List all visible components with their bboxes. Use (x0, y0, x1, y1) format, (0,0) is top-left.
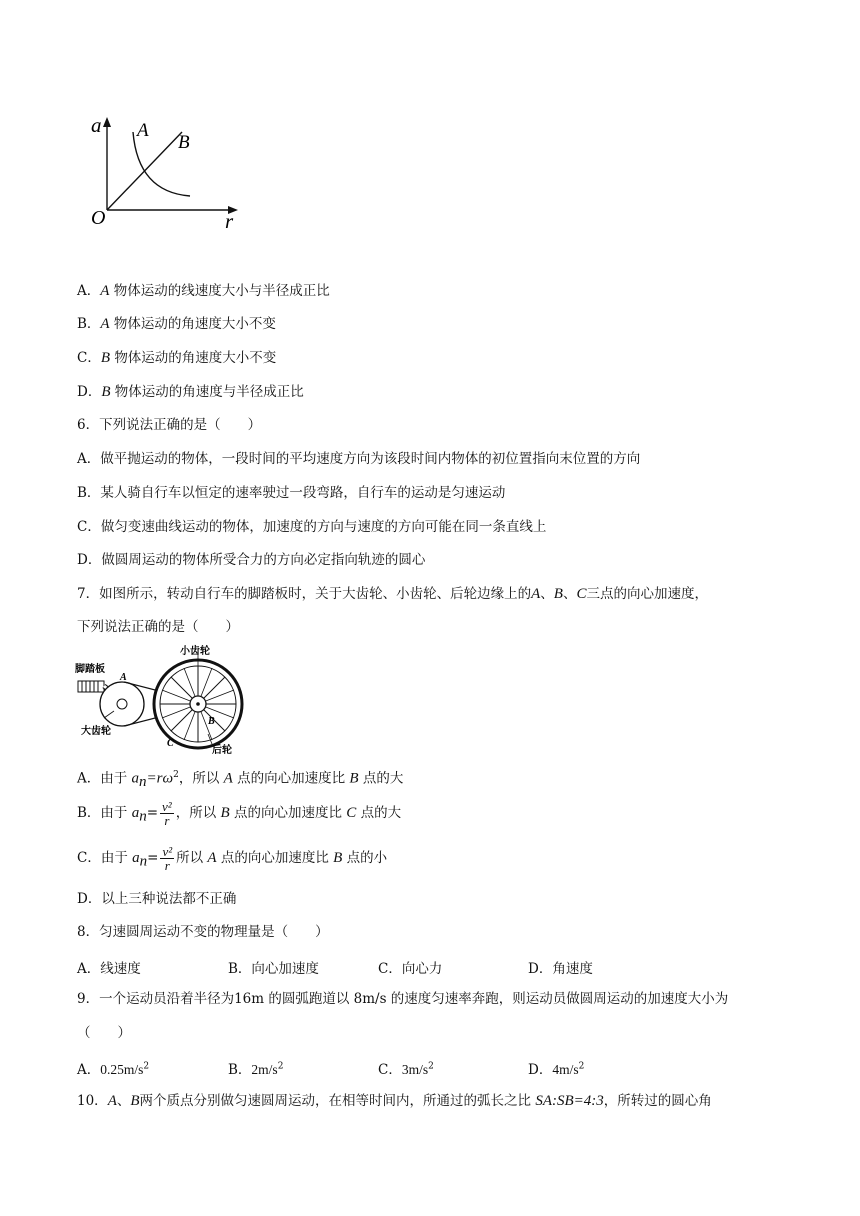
point-c-label: C (167, 738, 174, 749)
q8-stem: 8．匀速圆周运动不变的物理量是（ ） (77, 924, 329, 940)
q6-option-c: C．做匀变速曲线运动的物体，加速度的方向与速度的方向可能在同一条直线上 (77, 519, 547, 535)
q7-option-c: C．由于 $a_n=$ $\frac{\text{v²}}{r}$ 所以 A 点的向心加速度比 B 点的小 (77, 844, 388, 873)
q5-option-b: B．A 物体运动的角速度大小不变 (77, 316, 276, 332)
rear-wheel-label: 后轮 (212, 745, 232, 756)
q5-graph (86, 112, 246, 232)
q9-stem-line2: （ ） (77, 1025, 131, 1041)
curve-b-label: B (178, 132, 190, 153)
q6-option-d: D．做圆周运动的物体所受合力的方向必定指向轨迹的圆心 (77, 552, 426, 568)
q6-option-a: A．做平抛运动的物体，一段时间的平均速度方向为该段时间内物体的初位置指向末位置的方向 (77, 451, 641, 467)
q8-option-a: A．线速度 (77, 961, 141, 977)
q8-option-d: D．角速度 (528, 961, 593, 977)
q5-option-c: C．B 物体运动的角速度大小不变 (77, 350, 277, 366)
pedal-icon (78, 681, 104, 692)
bicycle-gear-diagram (74, 642, 254, 756)
q9-option-b: B．$2m/s^2$ (228, 1061, 284, 1078)
q8-option-c: C．向心力 (378, 961, 443, 977)
q9-option-d: D．$4m/s^2$ (528, 1061, 585, 1078)
small-gear-label: 小齿轮 (180, 646, 210, 657)
q5-option-d: D．B 物体运动的角速度与半径成正比 (77, 384, 304, 400)
q9-option-a: A．$0.25m/s^2$ (77, 1061, 150, 1078)
curve-a-label: A (137, 120, 149, 141)
fraction-v2-over-r: $\frac{\text{v²}}{r}$ (162, 844, 173, 873)
q10-stem: 10．A、B两个质点分别做匀速圆周运动，在相等时间内，所通过的弧长之比 SA:SB=4:3，所转过的圆心角 (77, 1093, 712, 1109)
q7-stem-line1: 7．如图所示，转动自行车的脚踏板时，关于大齿轮、小齿轮、后轮边缘上的A、B、C三点的向心加速度， (77, 586, 708, 602)
q6-stem: 6．下列说法正确的是（ ） (77, 417, 262, 433)
pedal-label: 脚踏板 (75, 664, 105, 675)
x-axis-label: r (225, 209, 234, 232)
q8-option-b: B．向心加速度 (228, 961, 319, 977)
q9-option-c: C．$3m/s^2$ (378, 1061, 434, 1078)
q7-option-b: B．由于 $a_n=$ $\frac{\text{v²}}{r}$ ，所以 B 点的向心加速度比 C 点的大 (77, 799, 402, 828)
q7-option-d: D．以上三种说法都不正确 (77, 891, 237, 907)
y-axis-label: a (91, 113, 102, 137)
point-a-label: A (120, 672, 127, 683)
q5-option-a: A．A 物体运动的线速度大小与半径成正比 (77, 283, 330, 299)
fraction-v2-over-r: $\frac{\text{v²}}{r}$ (162, 799, 172, 828)
curve-b (107, 132, 182, 210)
q6-option-b: B．某人骑自行车以恒定的速率驶过一段弯路，自行车的运动是匀速运动 (77, 485, 506, 501)
big-gear-label: 大齿轮 (81, 726, 111, 737)
q7-option-a: A．由于 $a_n=r\omega^2$，所以 A 点的向心加速度比 B 点的大 (77, 770, 404, 791)
y-axis-arrow (103, 117, 111, 127)
q9-stem-line1: 9．一个运动员沿着半径为16m 的圆弧跑道以 8m/s 的速度匀速率奔跑，则运动员做圆周运动的加速度大小为 (77, 991, 729, 1007)
q7-stem-line2: 下列说法正确的是（ ） (77, 619, 239, 635)
point-b-label: B (208, 716, 215, 727)
origin-label: O (91, 207, 106, 229)
